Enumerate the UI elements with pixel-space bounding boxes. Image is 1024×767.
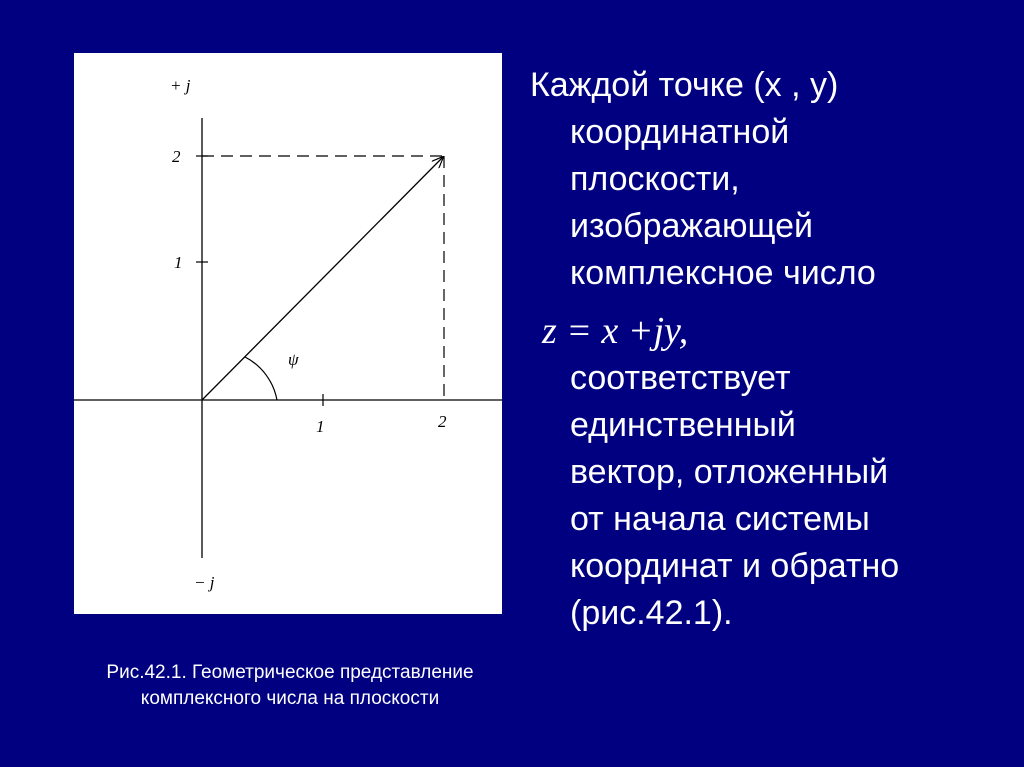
y-tick-label-1: 1 bbox=[174, 253, 183, 272]
figure-panel bbox=[74, 53, 502, 614]
body-text bbox=[530, 62, 1010, 637]
text-line-8: вектор, отложенный bbox=[570, 453, 889, 491]
angle-label: ψ bbox=[288, 350, 299, 369]
complex-number-formula: z = x +jy, bbox=[542, 310, 689, 352]
figure-caption bbox=[40, 660, 540, 712]
vector-z bbox=[202, 157, 443, 400]
angle-arc bbox=[245, 357, 277, 400]
caption-line-1: Рис.42.1. Геометрическое представление bbox=[106, 662, 474, 683]
text-line-7: единственный bbox=[570, 406, 796, 444]
y-axis-positive-label: + j bbox=[170, 76, 191, 95]
text-line-10: координат и обратно bbox=[570, 547, 900, 585]
text-line-3: плоскости, bbox=[570, 160, 740, 198]
text-line-6: соответствует bbox=[570, 359, 791, 397]
x-tick-label-1: 1 bbox=[316, 417, 325, 436]
x-tick-label-2: 2 bbox=[438, 412, 447, 431]
text-line-1: Каждой точке (x , y) bbox=[530, 66, 839, 104]
text-line-4: изображающей bbox=[570, 207, 814, 245]
complex-plane-diagram bbox=[74, 53, 502, 614]
y-tick-label-2: 2 bbox=[172, 147, 181, 166]
caption-line-2: комплексного числа на плоскости bbox=[140, 688, 440, 709]
y-axis-negative-label: − j bbox=[194, 573, 215, 592]
text-line-5: комплексное число bbox=[570, 254, 876, 292]
text-line-2: координатной bbox=[570, 113, 790, 151]
text-line-11: (рис.42.1). bbox=[570, 594, 733, 632]
text-line-9: от начала системы bbox=[570, 500, 870, 538]
